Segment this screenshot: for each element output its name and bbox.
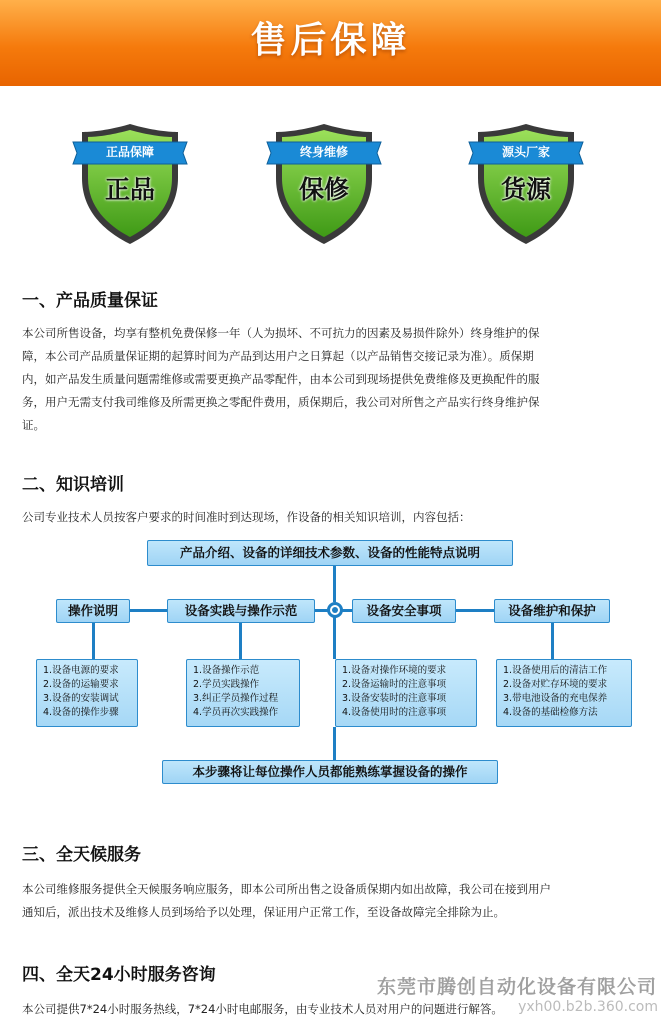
- diagram-list-maintenance: [496, 659, 632, 727]
- shield-source: [466, 120, 586, 248]
- shield-main-text: 正品: [104, 175, 155, 204]
- list-item: 1.设备使用后的清洁工作: [503, 665, 608, 676]
- list-item: 1.设备操作示范: [193, 665, 260, 676]
- watermark-company: 东莞市腾创自动化设备有限公司: [376, 976, 657, 998]
- diagram-list-practice: [186, 659, 300, 727]
- section-heading-allday: 三、全天候服务: [22, 845, 141, 865]
- diagram-bottom-box: 本步骤将让每位操作人员都能熟练掌握设备的操作: [162, 760, 498, 784]
- section-body-allday: [22, 878, 642, 924]
- watermark-url: yxh00.b2b.360.com: [518, 999, 658, 1015]
- list-item: 2.设备运输时的注意事项: [342, 679, 447, 690]
- diagram-category-operation: 操作说明: [56, 599, 130, 623]
- diagram-connector: [333, 617, 336, 659]
- section-intro-training: 公司专业技术人员按客户要求的时间准时到达现场，作设备的相关知识培训，内容包括：: [22, 510, 471, 524]
- shield-main-text: 保修: [298, 175, 349, 204]
- diagram-connector: [239, 623, 242, 659]
- shield-maintenance: [264, 120, 384, 248]
- diagram-list-safety: [335, 659, 477, 727]
- paragraph-line: 本公司维修服务提供全天候服务响应服务，即本公司所出售之设备质保期内如出故障，我公司在接到用户: [22, 882, 551, 896]
- list-item: 2.学员实践操作: [193, 679, 260, 690]
- section-body-hotline: 本公司提供7*24小时服务热线，7*24小时电邮服务，由专业技术人员对用户的问题进行解答。: [22, 1002, 503, 1016]
- list-item: 1.设备对操作环境的要求: [342, 665, 447, 676]
- diagram-category-practice: 设备实践与操作示范: [167, 599, 315, 623]
- list-item: 4.设备的基础检修方法: [503, 707, 598, 718]
- section-heading-training: 二、知识培训: [22, 475, 124, 495]
- list-item: 4.设备使用时的注意事项: [342, 707, 447, 718]
- paragraph-line: 通知后，派出技术及维修人员到场给予以处理，保证用户正常工作，至设备故障完全排除为止。: [22, 905, 505, 919]
- list-item: 4.设备的操作步骤: [43, 707, 119, 718]
- header-banner: [0, 0, 661, 86]
- list-item: 3.设备安装时的注意事项: [342, 693, 447, 704]
- diagram-connector: [92, 623, 95, 659]
- diagram-connector: [333, 727, 336, 760]
- section-heading-hotline: 四、全天24小时服务咨询: [22, 965, 216, 985]
- diagram-hub-icon: [327, 602, 343, 618]
- paragraph-line: 本公司所售设备，均享有整机免费保修一年（人为损坏、不可抗力的因素及易损件除外）终身维护的保: [22, 326, 540, 340]
- list-item: 1.设备电源的要求: [43, 665, 119, 676]
- paragraph-line: 务，用户无需支付我司维修及所需更换之零配件费用，质保期后，我公司对所售之产品实行终身维护保: [22, 395, 540, 409]
- diagram-connector: [333, 566, 336, 602]
- shield-ribbon-text: 源头厂家: [501, 145, 550, 159]
- shield-main-text: 货源: [500, 175, 551, 204]
- list-item: 4.学员再次实践操作: [193, 707, 279, 718]
- paragraph-line: 证。: [22, 418, 45, 432]
- paragraph-line: 内，如产品发生质量问题需维修或需要更换产品零配件，由本公司到现场提供免费维修及更换配件的服: [22, 372, 540, 386]
- shield-genuine: [70, 120, 190, 248]
- section-body-quality: [22, 322, 642, 437]
- diagram-connector: [551, 623, 554, 659]
- section-heading-quality: 一、产品质量保证: [22, 291, 158, 311]
- list-item: 2.设备对贮存环境的要求: [503, 679, 608, 690]
- diagram-list-operation: [36, 659, 138, 727]
- list-item: 3.纠正学员操作过程: [193, 693, 279, 704]
- diagram-category-safety: 设备安全事项: [352, 599, 456, 623]
- list-item: 3.设备的安装调试: [43, 693, 119, 704]
- diagram-category-maintenance: 设备维护和保护: [494, 599, 610, 623]
- paragraph-line: 障，本公司产品质量保证期的起算时间为产品到达用户之日算起（以产品销售交接记录为准）。质保期: [22, 349, 534, 363]
- page-title: 售后保障: [250, 20, 411, 61]
- list-item: 2.设备的运输要求: [43, 679, 119, 690]
- shield-ribbon-text: 正品保障: [105, 145, 154, 159]
- list-item: 3.带电池设备的充电保养: [503, 693, 608, 704]
- diagram-top-box: 产品介绍、设备的详细技术参数、设备的性能特点说明: [147, 540, 513, 566]
- shield-ribbon-text: 终身维修: [299, 145, 348, 159]
